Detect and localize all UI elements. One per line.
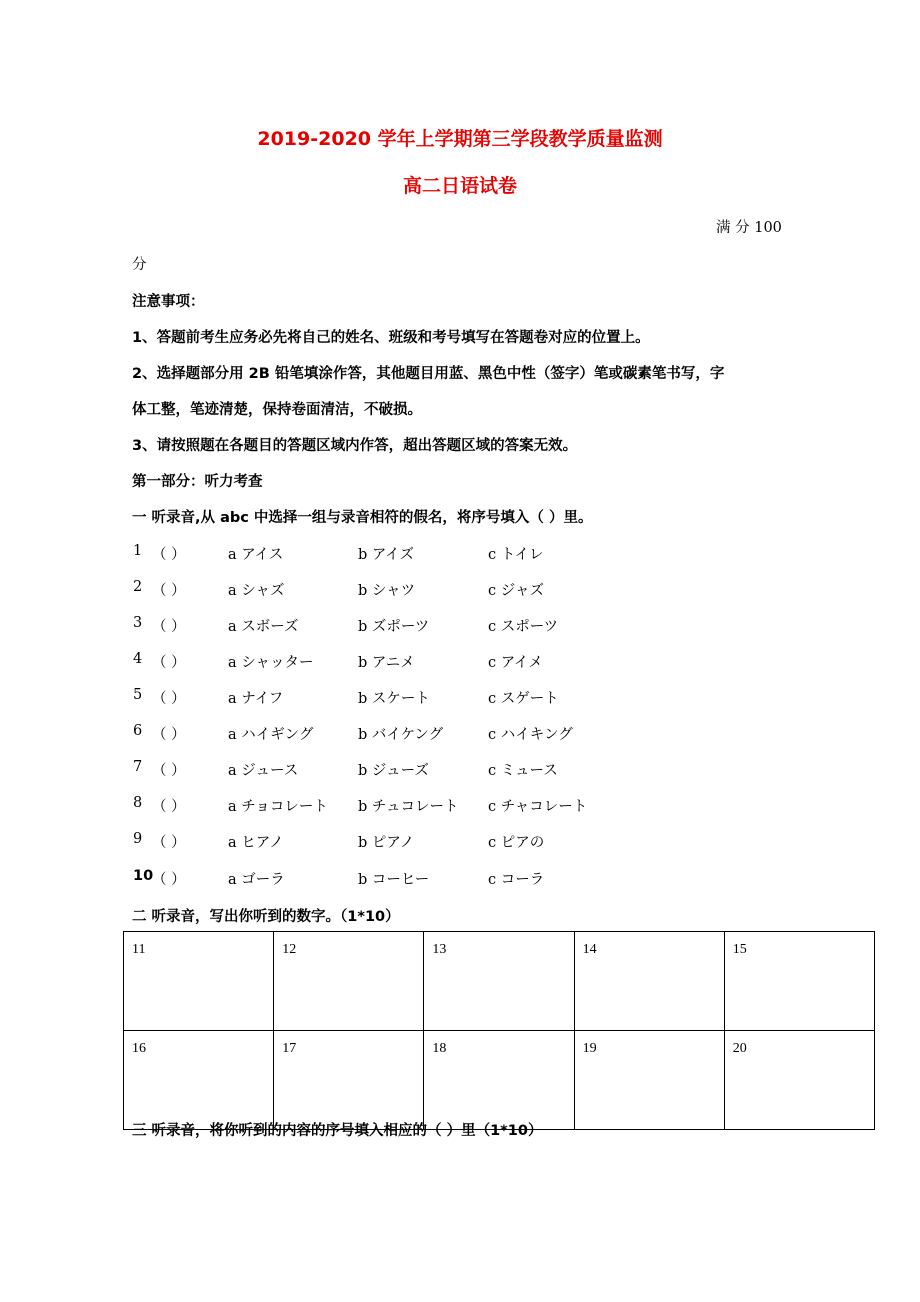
option-a: a ジュース [228,763,299,779]
answer-cell[interactable]: 15 [724,932,874,1031]
note-item-2-line-1: 2、选择题部分用 2B 铅笔填涂作答，其他题目用蓝、黑色中性（签字）笔或碳素笔书写，字 [132,366,725,382]
part1-heading: 第一部分：听力考查 [132,474,263,490]
answer-blank[interactable]: （ ） [152,799,186,815]
score-prefix: 满 分 100 [716,220,782,236]
answer-blank[interactable]: （ ） [152,583,186,599]
answer-grid [123,931,875,1130]
answer-cell[interactable]: 20 [724,1031,874,1130]
option-b: b ズポーツ [358,619,430,635]
answer-blank[interactable]: （ ） [152,835,186,851]
answer-cell[interactable]: 16 [124,1031,274,1130]
question-number: 8 [133,795,143,811]
option-c: c ハイキング [488,727,573,743]
answer-cell[interactable]: 18 [424,1031,574,1130]
exam-subtitle: 高二日语试卷 [402,175,517,197]
exam-title: 2019-2020 学年上学期第三学段教学质量监测 [257,128,663,150]
notes-heading: 注意事项： [132,294,205,310]
option-b: b スケート [358,691,430,707]
option-b: b アニメ [358,655,415,671]
option-b: b ピアノ [358,835,415,851]
answer-cell[interactable]: 11 [124,932,274,1031]
answer-cell[interactable]: 19 [574,1031,724,1130]
answer-blank[interactable]: （ ） [152,547,186,563]
option-a: a スボーズ [228,619,299,635]
option-c: c ミュース [488,763,558,779]
section1-heading: 一 听录音,从 abc 中选择一组与录音相符的假名，将序号填入（ ）里。 [132,510,593,526]
option-b: b チュコレート [358,799,459,815]
option-c: c ジャズ [488,583,544,599]
option-a: a ゴーラ [228,872,285,888]
answer-blank[interactable]: （ ） [152,727,186,743]
answer-cell[interactable]: 13 [424,932,574,1031]
note-item-3: 3、请按照题在各题目的答题区域内作答，超出答题区域的答案无效。 [132,438,578,454]
answer-cell[interactable]: 14 [574,932,724,1031]
answer-grid-row [124,1031,875,1130]
answer-cell[interactable]: 17 [274,1031,424,1130]
question-number: 7 [133,759,143,775]
answer-blank[interactable]: （ ） [152,763,186,779]
option-a: a チョコレート [228,799,328,815]
option-c: c スポーツ [488,619,559,635]
option-b: b アイズ [358,547,414,563]
answer-blank[interactable]: （ ） [152,691,186,707]
option-c: c チャコレート [488,799,588,815]
answer-blank[interactable]: （ ） [152,619,186,635]
option-a: a ハイギング [228,727,314,743]
question-number: 3 [133,615,143,631]
question-number: 4 [133,651,143,667]
option-c: c コーラ [488,872,545,888]
note-item-1: 1、答题前考生应务必先将自己的姓名、班级和考号填写在答题卷对应的位置上。 [132,330,650,346]
question-number: 9 [133,831,143,847]
section2-heading: 二 听录音，写出你听到的数字。（1*10） [132,909,400,925]
option-a: a シャズ [228,583,285,599]
option-b: b シャツ [358,583,416,599]
option-c: c スゲート [488,691,559,707]
score-suffix: 分 [132,257,147,273]
answer-blank[interactable]: （ ） [152,872,186,888]
option-a: a ヒアノ [228,835,284,851]
option-a: a ナイフ [228,691,284,707]
option-c: c ピアの [488,835,545,851]
option-c: c トイレ [488,547,544,563]
option-b: b ジューズ [358,763,429,779]
option-a: a シャッター [228,655,314,671]
option-b: b バイケング [358,727,444,743]
answer-grid-row [124,932,875,1031]
option-a: a アイス [228,547,284,563]
option-b: b コーヒー [358,872,430,888]
option-c: c アイメ [488,655,543,671]
answer-blank[interactable]: （ ） [152,655,186,671]
question-number: 1 [133,543,143,559]
note-item-2-line-2: 体工整，笔迹清楚，保持卷面清洁，不破损。 [132,402,422,418]
question-number: 5 [133,687,143,703]
question-number: 2 [133,579,143,595]
question-number: 10 [133,868,154,884]
question-number: 6 [133,723,143,739]
answer-cell[interactable]: 12 [274,932,424,1031]
section3-heading: 三 听录音，将你听到的内容的序号填入相应的（ ）里（1*10） [132,1123,543,1139]
